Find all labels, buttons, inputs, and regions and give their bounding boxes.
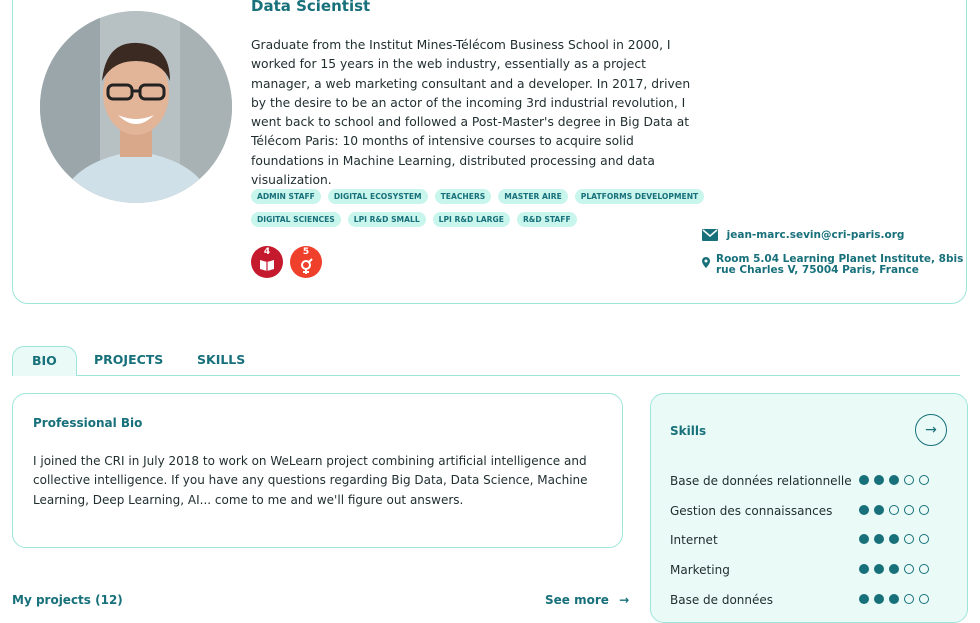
skill-dot-filled bbox=[874, 534, 884, 544]
job-title: Data Scientist bbox=[251, 0, 371, 15]
skill-dot-empty bbox=[904, 594, 914, 604]
tab-bio[interactable]: BIO bbox=[12, 346, 77, 376]
skill-dot-filled bbox=[874, 594, 884, 604]
address-line2: rue Charles V, 75004 Paris, France bbox=[716, 264, 919, 276]
tag[interactable]: TEACHERS bbox=[435, 189, 492, 204]
skill-row bbox=[670, 563, 940, 577]
skills-panel bbox=[650, 393, 968, 623]
arrow-right-icon: → bbox=[619, 593, 630, 607]
skill-dot-empty bbox=[919, 475, 929, 485]
tag[interactable]: DIGITAL ECOSYSTEM bbox=[328, 189, 428, 204]
skills-open-button[interactable] bbox=[915, 414, 947, 446]
gender-equality-icon bbox=[290, 246, 322, 278]
skill-row bbox=[670, 533, 940, 547]
skill-dot-empty bbox=[919, 594, 929, 604]
skill-dot-empty bbox=[904, 475, 914, 485]
skill-dot-filled bbox=[859, 594, 869, 604]
tag-list bbox=[251, 189, 699, 235]
skill-dot-empty bbox=[889, 505, 899, 515]
tag[interactable]: MASTER AIRE bbox=[498, 189, 568, 204]
skill-level-dots bbox=[859, 564, 929, 574]
skill-dot-filled bbox=[889, 594, 899, 604]
tag[interactable]: LPI R&D SMALL bbox=[348, 212, 426, 227]
tab-skills[interactable]: SKILLS bbox=[197, 352, 246, 367]
skill-dot-filled bbox=[889, 534, 899, 544]
sdg-badge-4[interactable]: 4 bbox=[251, 246, 283, 278]
my-projects-label: My projects (12) bbox=[12, 593, 123, 607]
email-link[interactable]: jean-marc.sevin@cri-paris.org bbox=[726, 229, 905, 241]
skill-row bbox=[670, 474, 940, 488]
skill-dot-filled bbox=[889, 564, 899, 574]
skill-dot-filled bbox=[874, 505, 884, 515]
tag[interactable]: LPI R&D LARGE bbox=[433, 212, 510, 227]
skill-dot-filled bbox=[859, 564, 869, 574]
tab-projects[interactable]: PROJECTS bbox=[94, 352, 164, 367]
skill-dot-filled bbox=[874, 475, 884, 485]
skill-dot-filled bbox=[889, 475, 899, 485]
mail-icon bbox=[702, 229, 718, 241]
tag[interactable]: ADMIN STAFF bbox=[251, 189, 321, 204]
skill-dot-empty bbox=[904, 534, 914, 544]
tag[interactable]: DIGITAL SCIENCES bbox=[251, 212, 341, 227]
skill-dot-empty bbox=[919, 564, 929, 574]
professional-bio-panel bbox=[12, 393, 623, 548]
professional-bio-title: Professional Bio bbox=[33, 416, 143, 430]
email-contact[interactable] bbox=[702, 229, 904, 241]
sdg-badge-5[interactable]: 5 bbox=[290, 246, 322, 278]
skill-row bbox=[670, 504, 940, 518]
skill-name: Base de données bbox=[670, 593, 774, 607]
see-more-link[interactable] bbox=[545, 593, 629, 607]
location-pin-icon bbox=[702, 257, 710, 268]
skill-dot-filled bbox=[859, 505, 869, 515]
skill-dot-filled bbox=[859, 475, 869, 485]
profile-bio-text: Graduate from the Institut Mines-Télécom Business School in 2000, I worked for 15 years in the web industry, essentially as a project manager, a web marketing consultant and a developer. In 2017, driven by the desire to be an actor of the incoming 3rd industrial revolution, I went back to school and followed a Post-Master's degree in Big Data at Télécom Paris: 10 months of intensive courses to acquire solid foundations in Machine Learning, distributed processing and data visualization. bbox=[251, 38, 691, 188]
skill-level-dots bbox=[859, 475, 929, 485]
skill-level-dots bbox=[859, 505, 929, 515]
skill-level-dots bbox=[859, 594, 929, 604]
skill-dot-filled bbox=[859, 534, 869, 544]
tag[interactable]: R&D STAFF bbox=[517, 212, 577, 227]
skill-dot-empty bbox=[904, 564, 914, 574]
see-more-label: See more bbox=[545, 593, 609, 607]
avatar bbox=[40, 11, 232, 203]
skill-name: Base de données relationnelle bbox=[670, 474, 852, 488]
address-contact bbox=[702, 254, 963, 276]
skill-dot-empty bbox=[904, 505, 914, 515]
professional-bio-text: I joined the CRI in July 2018 to work on WeLearn project combining artificial intelligence and collective intelligence. If you have any questions regarding Big Data, Data Science, Machine Learning, Deep Learning, AI... come to me and we'll figure out answers. bbox=[33, 454, 588, 507]
book-icon bbox=[251, 246, 283, 278]
skills-title: Skills bbox=[670, 424, 707, 438]
skill-name: Gestion des connaissances bbox=[670, 504, 833, 518]
skill-dot-filled bbox=[874, 564, 884, 574]
skill-dot-empty bbox=[919, 505, 929, 515]
skill-name: Marketing bbox=[670, 563, 730, 577]
tag[interactable]: PLATFORMS DEVELOPMENT bbox=[575, 189, 704, 204]
arrow-right-icon: → bbox=[925, 422, 937, 438]
skill-row bbox=[670, 593, 940, 607]
skill-dot-empty bbox=[919, 534, 929, 544]
skill-name: Internet bbox=[670, 533, 718, 547]
tab-bar bbox=[12, 346, 960, 376]
address-line1: Room 5.04 Learning Planet Institute, 8bis bbox=[716, 253, 964, 265]
skill-level-dots bbox=[859, 534, 929, 544]
